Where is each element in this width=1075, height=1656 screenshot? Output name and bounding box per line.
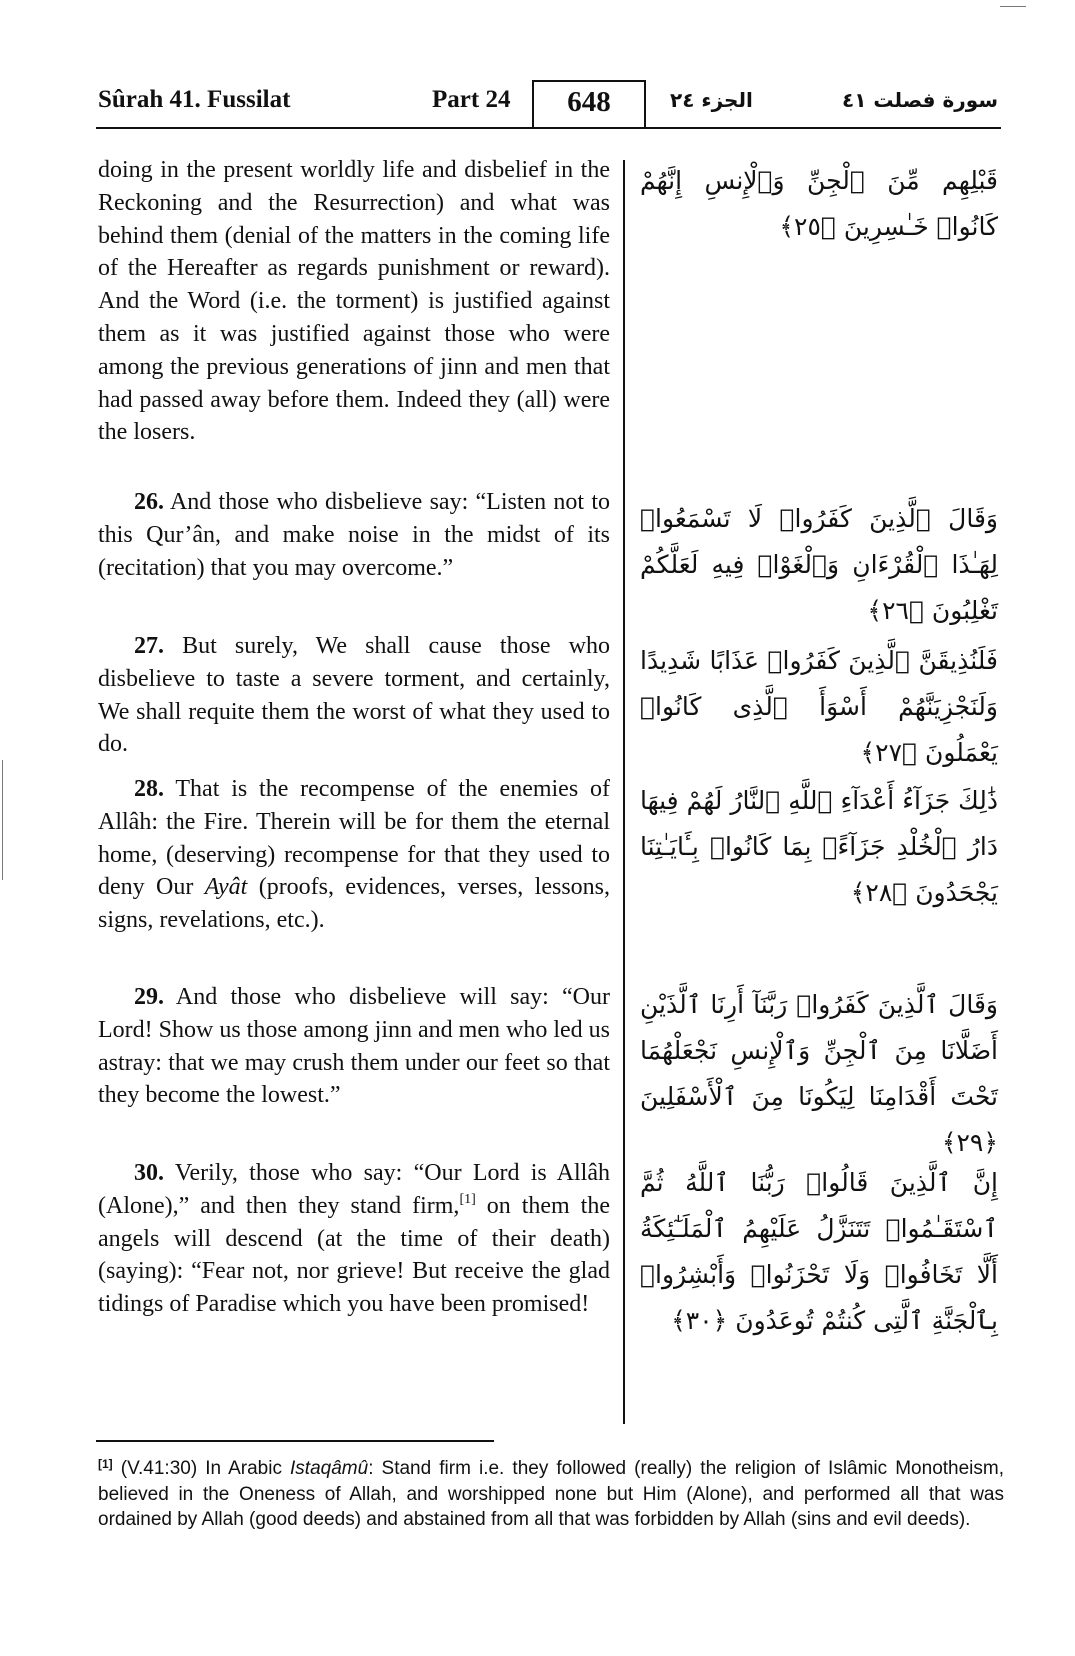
verse-number: 26. <box>134 489 164 515</box>
scan-mark-top <box>1000 6 1026 7</box>
verse-number: 28. <box>134 776 164 802</box>
verse-text: But surely, We shall cause those who disbelieve to taste a severe torment, and certainly, We shall requite them the worst of what they used to do. <box>98 633 610 758</box>
verse-28-english <box>98 773 610 937</box>
verse-28-arabic: ذَٰلِكَ جَزَآءُ أَعْدَآءِ ٱللَّهِ ٱلنَّارُ لَهُمْ فِيهَا دَارُ ٱلْخُلْدِ جَزَآءًۢ بِمَا كَانُوا۟ بِـَٔايَـٰتِنَا يَجْحَدُونَ ﴿٢٨﴾ <box>640 786 998 907</box>
verse-30-english <box>98 1157 610 1321</box>
verse-text-cont: (proofs, evidences, verses, lessons, signs, revelations, etc.). <box>98 874 610 934</box>
header-surah-title: Sûrah 41. Fussilat <box>98 86 291 113</box>
verse-text: That is the recompense of the enemies of Allâh: the Fire. Therein will be for them the eternal home, (deserving) recompense for that they used to deny Our <box>98 776 610 901</box>
verse-30-arabic: إِنَّ ٱلَّذِينَ قَالُوا۟ رَبُّنَا ٱللَّهُ ثُمَّ ٱسْتَقَـٰمُوا۟ تَتَنَزَّلُ عَلَيْهِمُ ٱلْمَلَـٰٓئِكَةُ أَلَّا تَخَافُوا۟ وَلَا تَحْزَنُوا۟ وَأَبْشِرُوا۟ بِٱلْجَنَّةِ ٱلَّتِى كُنتُمْ تُوعَدُونَ ﴿٣٠﴾ <box>640 1168 998 1335</box>
verse-text-cont: on them the angels will descend (at the time of their death) (saying): “Fear not, nor grieve! But receive the glad tidings of Paradise which you have been promised! <box>98 1192 610 1318</box>
verse-26-arabic: وَقَالَ ٱلَّذِينَ كَفَرُوا۟ لَا تَسْمَعُوا۟ لِهَـٰذَا ٱلْقُرْءَانِ وَٱلْغَوْا۟ فِيهِ لَعَلَّكُمْ تَغْلِبُونَ ﴿٢٦﴾ <box>640 504 998 625</box>
verse-text: And those who disbelieve will say: “Our Lord! Show us those among jinn and men who led us astray: that we may crush them under our feet so that they become the lowest.” <box>98 984 610 1109</box>
header-rule <box>96 127 1001 129</box>
verse-text: Verily, those who say: “Our Lord is Allâh (Alone),” and then they stand firm, <box>98 1160 610 1219</box>
page-number: 648 <box>567 86 611 118</box>
footnote-reference: [1] <box>459 1191 476 1207</box>
verse-26-english <box>98 486 610 584</box>
header-part-arabic: الجزء ٢٤ <box>670 88 753 112</box>
verse-text: doing in the present worldly life and disbelief in the Reckoning and the Resurrection) and what was behind them (denial of the matters in the coming life of the Hereafter as regards punishment or reward). And the Word (i.e. the torment) is justified against them as it was justified against those who were among the previous generations of jinn and men that had passed away before them. Indeed they (all) were the losers. <box>98 157 610 446</box>
verse-number: 30. <box>134 1160 164 1186</box>
verse-text: And those who disbelieve say: “Listen not to this Qur’ân, and make noise in the midst of its (recitation) that you may overcome.” <box>98 489 610 581</box>
verse-27-arabic: فَلَنُذِيقَنَّ ٱلَّذِينَ كَفَرُوا۟ عَذَابًا شَدِيدًا وَلَنَجْزِيَنَّهُمْ أَسْوَأَ ٱلَّذِى كَانُوا۟ يَعْمَلُونَ ﴿٢٧﴾ <box>640 646 998 767</box>
header-part-label: Part 24 <box>432 86 511 113</box>
verse-25-english <box>98 154 610 449</box>
footnote-ref: (V.41:30) In Arabic <box>120 1458 291 1479</box>
verse-29-arabic: وَقَالَ ٱلَّذِينَ كَفَرُوا۟ رَبَّنَآ أَرِنَا ٱلَّذَيْنِ أَضَلَّانَا مِنَ ٱلْجِنِّ وَٱلْإِنسِ نَجْعَلْهُمَا تَحْتَ أَقْدَامِنَا لِيَكُونَا مِنَ ٱلْأَسْفَلِينَ ﴿٢٩﴾ <box>640 990 998 1157</box>
footnote-term: Istaqâmû <box>290 1458 369 1479</box>
footnote-rule <box>96 1440 494 1442</box>
verse-29-english <box>98 981 610 1112</box>
footnote-text: : Stand firm i.e. they followed (really) the religion of Islâmic Monotheism, believed in the Oneness of Allah, and worshipped none but Him (Alone), and performed all that was ordained by Allah (good deeds) and abstained from all that was forbidden by Allah (sins and evil deeds). <box>98 1458 1004 1530</box>
verse-25-arabic: قَبْلِهِم مِّنَ ٱلْجِنِّ وَٱلْإِنسِ إِنَّهُمْ كَانُوا۟ خَـٰسِرِينَ ﴿٢٥﴾ <box>640 166 998 241</box>
verse-number: 27. <box>134 633 164 659</box>
verse-number: 29. <box>134 984 164 1010</box>
footnote-mark: [1] <box>98 1457 113 1471</box>
header-surah-arabic: سورة فصلت ٤١ <box>841 88 998 112</box>
scan-mark-left <box>2 760 3 880</box>
verse-italic-term: Ayât <box>204 874 248 901</box>
verse-27-english <box>98 630 610 761</box>
column-divider <box>623 160 625 1424</box>
footnote <box>98 1456 1004 1533</box>
